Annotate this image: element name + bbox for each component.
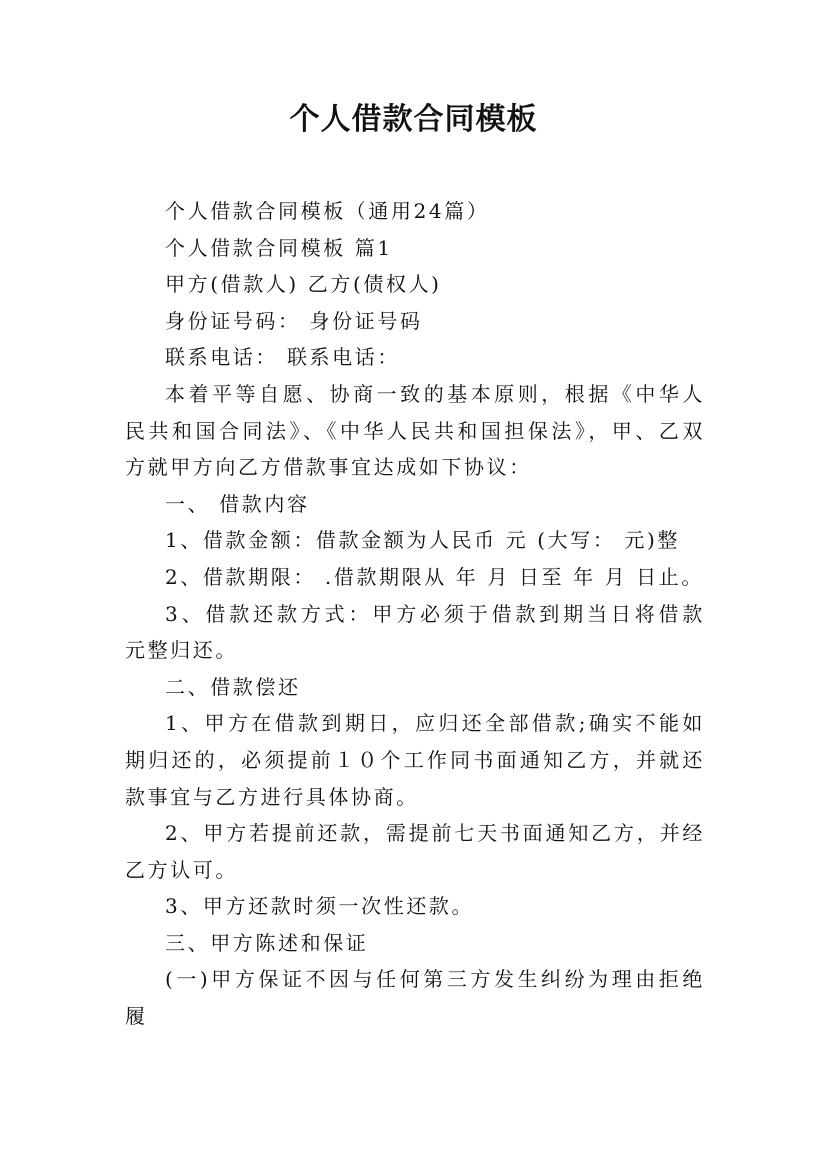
- paragraph-phones: 联系电话： 联系电话：: [165, 345, 400, 370]
- paragraph-subtitle: 个人借款合同模板（通用24篇）: [165, 199, 490, 223]
- paragraph-id-numbers: 身份证号码： 身份证号码: [165, 308, 423, 333]
- paragraph-repayment-3: 3、甲方还款时须一次性还款。: [165, 894, 475, 919]
- paragraph-repayment-1: 1、甲方在借款到期日，应归还全部借款;确实不能如期归还的，必须提前１０个工作同书面通知乙方，并就还款事宜与乙方进行具体协商。: [125, 711, 705, 809]
- paragraph-section-heading: 个人借款合同模板 篇1: [165, 235, 393, 260]
- paragraph-parties: 甲方(借款人) 乙方(债权人): [165, 272, 442, 297]
- paragraph-preamble: 本着平等自愿、协商一致的基本原则，根据《中华人民共和国合同法》、《中华人民共和国担保法》，甲、乙双方就甲方向乙方借款事宜达成如下协议：: [125, 381, 705, 480]
- paragraph-repayment-2: 2、甲方若提前还款，需提前七天书面通知乙方，并经乙方认可。: [125, 821, 705, 882]
- document-body: [125, 193, 705, 1035]
- paragraph-heading-representations: 三、甲方陈述和保证: [165, 930, 369, 955]
- paragraph-representation-1: (一)甲方保证不因与任何第三方发生纠纷为理由拒绝履: [125, 967, 705, 1029]
- paragraph-heading-repayment: 二、借款偿还: [165, 674, 301, 699]
- document-title: 个人借款合同模板: [289, 102, 538, 137]
- paragraph-loan-term: 2、借款期限： .借款期限从 年 月 日至 年 月 日止。: [165, 564, 704, 589]
- paragraph-loan-amount: 1、借款金额：借款金额为人民币 元 (大写： 元)整: [165, 528, 681, 553]
- paragraph-repayment-method: 3、借款还款方式：甲方必须于借款到期当日将借款 元整归还。: [125, 601, 705, 663]
- paragraph-heading-loan-content: 一、 借款内容: [165, 491, 310, 516]
